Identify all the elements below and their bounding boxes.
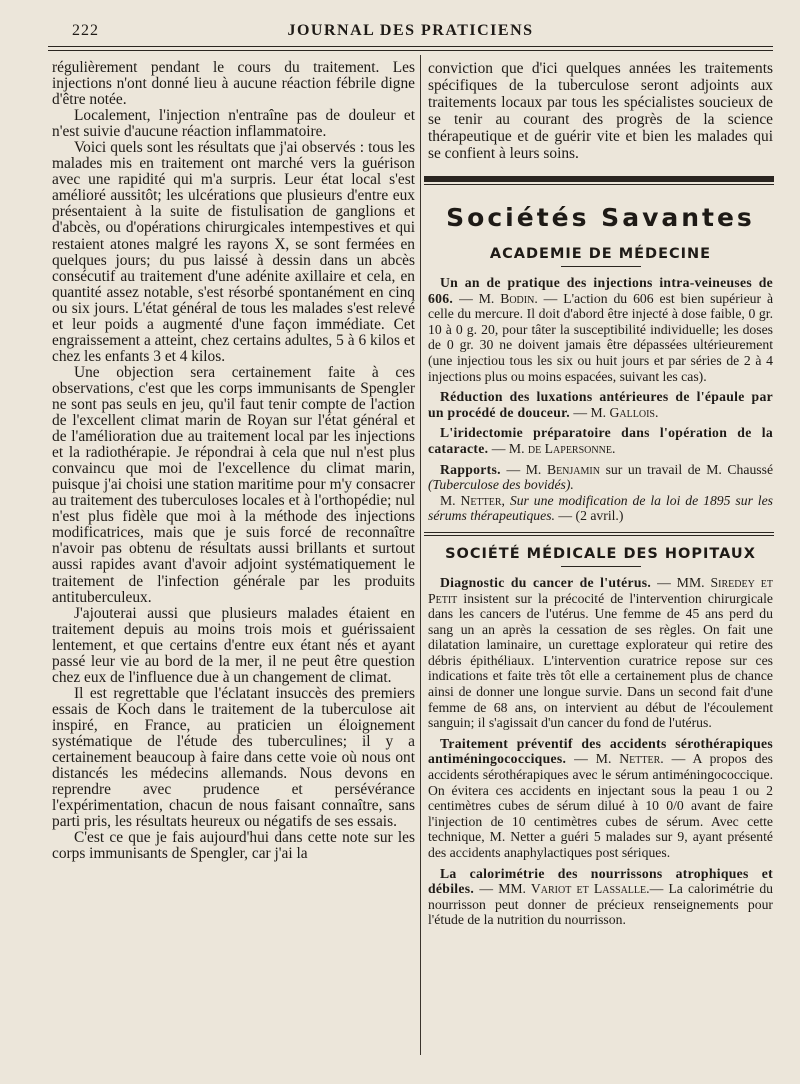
entry-date: (2 avril.) bbox=[575, 508, 624, 524]
entry-heading: Diagnostic du cancer de l'utérus. bbox=[440, 574, 652, 590]
left-column bbox=[52, 60, 415, 862]
entry-final: M. Netter, Sur une modification de la loi de 1895 sur les sérums thérapeutiques. — (2 avril.) bbox=[428, 492, 774, 524]
entry-heading: Un an de pratique des injections intra-veineuses de 606. bbox=[428, 275, 773, 306]
section-band-thin bbox=[424, 184, 774, 185]
paragraph: J'ajouterai aussi que plusieurs malades étaient en traitement depuis au moins trois mois et guérissaient lentement, et que certains d'entre eux étant nés et ayant passé leur vie au bord de la mer, il ne peut être question chez eux de l'influence due à un changement de climat. bbox=[52, 604, 415, 686]
entry-text: insistent sur la précocité de l'intervention chirurgicale dans les cancers de l'utérus. Une femme de 45 ans perd du sang un an après la cessation de ses règles. On fait une dilatation laminaire, un curettage explorateur qui retire des débris épithéliaux. L'intervention curatrice repose sur ces indications et faite très tôt elle a certainement plus de chance ainsi de donner une longue survie. Dans un second fait d'une femme de 68 ans, on intervient au début de l'écoulement sanguin; il s'agissait d'un cancer du fond de l'utérus. bbox=[428, 590, 774, 731]
academy-entries bbox=[428, 275, 773, 524]
page-number: 222 bbox=[72, 22, 99, 39]
journal-title: JOURNAL DES PRATICIENS bbox=[287, 22, 534, 39]
section-band bbox=[424, 176, 774, 182]
section-title: Sociétés Savantes bbox=[446, 203, 755, 232]
entry-italic: (Tuberculose des bovidés). bbox=[428, 477, 574, 493]
entry: L'iridectomie préparatoire dans l'opération de la cataracte. — M. de Lapersonne. bbox=[428, 425, 773, 456]
entry-author: M. Benjamin bbox=[525, 461, 600, 477]
entry-author: M. Bodin bbox=[478, 290, 535, 306]
academy-title: ACADEMIE DE MÉDECINE bbox=[489, 246, 712, 262]
entry-text: L'action du 606 est bien supérieur à celle du mercure. Il doit d'abord être injecté à dose faible, 0 gr. 10 à 0 g. 20, pour tâter la susceptibilité individuelle; les doses de 0 gr. 30 ne doivent jamais être dépassées ultérieurement (une injectiou tous les six ou huit jours et par séries de 2 à 4 injections plus ou moins espacées, suivant les cas). bbox=[428, 290, 774, 384]
section-rule-thin bbox=[424, 535, 774, 536]
title-underline bbox=[561, 566, 641, 567]
entry-heading: L'iridectomie préparatoire dans l'opération de la cataracte. bbox=[428, 425, 773, 456]
entry-text: A propos des accidents sérothérapiques avec le sérum antiméningococcique. On évitera ces accidents en injectant sous la peau 1 ou 2 centimètres cubes de sérum dilué à 10 0/0 avant de faire l'injection de 10 centimètres cubes de sérum. Avec cette technique, M. Netter a guéri 5 malades sur 9, ayant présenté des accidents anaphylactiques post sériques. bbox=[428, 751, 774, 860]
paragraph: Voici quels sont les résultats que j'ai observés : tous les malades mis en traitement ont marché vers la guérison avec une rapidité qui m'a surpris. Leur état local s'est amélioré aussitôt; les ulcérations que plusieurs d'entre eux présentaient à la suite de fistulisation de ganglions et d'abcès, ou d'opérations chirurgicales intempestives et qui restaient atones malgré les rayons X, se sont fermées en quelques jours; du pus laissé à dessin dans un abcès consécutif au traitement d'une adénite axillaire et cela, en quantité assez notable, s'est résorbé spontanément en cinq ou six jours. L'état général de tous les malades s'est relevé et leur poids a augmenté d'une façon immédiate. Cet engraissement a atteint, chez certains adultes, 5 à 6 kilos et chez les enfants 3 et 4 kilos. bbox=[52, 139, 415, 365]
section-rule bbox=[424, 532, 774, 533]
title-underline bbox=[561, 266, 641, 267]
entry-author: MM. Siredey et Petit bbox=[428, 574, 773, 606]
entry: Rapports. — M. Benjamin sur un travail de M. Chaussé (Tuberculose des bovidés). bbox=[428, 461, 774, 493]
entry-author: MM. Variot et Lassalle bbox=[498, 881, 647, 897]
right-column bbox=[428, 60, 773, 928]
paragraph: Il est regrettable que l'éclatant insuccès des premiers essais de Koch dans le traitement de la tuberculose ait inspiré, en France, au praticien un éloignement systématique de l'étude des tuberculines; il y a certainement beaucoup à faire dans cette voie où nous ont distancés les médecins allemands. Nous devons en reprendre avec prudence et persévérance l'expérimentation, chacun de nous faisant connaître, sans parti pris, les résultats heureux ou négatifs de ses essais. bbox=[52, 684, 415, 831]
paragraph: Localement, l'injection n'entraîne pas de douleur et n'est suivie d'aucune réaction inflammatoire. bbox=[52, 107, 415, 141]
paragraph: régulièrement pendant le cours du traitement. Les injections n'ont donné lieu à aucune réaction fébrile digne d'être notée. bbox=[52, 59, 415, 109]
paragraph: Une objection sera certainement faite à ces observations, c'est que les corps immunisants de Spengler ne sont pas seuls en jeu, qu'il faut tenir compte de l'action de l'excellent climat marin de Royan sur l'état général et de l'amélioration due au traitement local par les injections et la radiothérapie. Je répondrai à cela que nul n'est plus convaincu que moi de l'excellence du climat marin, puisque j'ai choisi une station maritime pour m'y consacrer au traitement des tuberculoses locales et à l'orthopédie; nul n'est plus fidèle que moi à la méthode des injections modificatrices, mais que je suis forcé de reconnaître n'avoir pas obtenu de résultats aussi brillants et surtout aussi rapides avant d'avoir adjoint systématiquement le traitement de l'infection générale par les produits antituberculeux. bbox=[52, 363, 415, 606]
entry-heading: Traitement préventif des accidents sérothérapiques antiméningococciques. bbox=[428, 735, 773, 767]
header-rule-thin bbox=[48, 50, 773, 51]
entry-author: M. Netter, bbox=[440, 492, 505, 508]
societe-entries bbox=[428, 575, 773, 928]
entry-author: M. Netter bbox=[595, 751, 661, 767]
entry-heading: Rapports. bbox=[440, 461, 501, 477]
societe-title: SOCIÉTÉ MÉDICALE DES HOPITAUX bbox=[445, 545, 756, 562]
entry-text: La calorimétrie du nourrisson peut donner de précieux renseignements pour l'étude de la nutrition du nourrisson. bbox=[428, 881, 774, 928]
entry-text: sur un travail de M. Chaussé bbox=[605, 461, 774, 477]
column-divider bbox=[420, 55, 421, 1055]
entry: La calorimétrie des nourrissons atrophiques et débiles. — MM. Variot et Lassalle.— La calorimétrie du nourrisson peut donner de précieux renseignements pour l'étude de la nutrition du nourrisson. bbox=[428, 865, 774, 928]
entry-heading: Réduction des luxations antérieures de l'épaule par un procédé de douceur. bbox=[428, 389, 773, 420]
entry: Un an de pratique des injections intra-veineuses de 606. — M. Bodin. — L'action du 606 est bien supérieur à celle du mercure. Il doit d'abord être injecté à dose faible, 0 gr. 10 à 0 g. 20, pour tâter la susceptibilité individuelle; les doses de 0 gr. 30 ne doivent jamais être dépassées ultérieurement (une injectiou tous les six ou huit jours et par séries de 2 à 4 injections plus ou moins espacées, suivant les cas). bbox=[428, 275, 774, 384]
entry-italic: Sur une modification de la loi de 1895 sur les sérums thérapeutiques. bbox=[428, 492, 774, 524]
entry-author: M. Gallois bbox=[590, 404, 655, 420]
page-header bbox=[48, 20, 773, 46]
entry: Réduction des luxations antérieures de l'épaule par un procédé de douceur. — M. Gallois. bbox=[428, 389, 773, 420]
intro-paragraph: conviction que d'ici quelques années les traitements spécifiques de la tuberculose seront adjoints aux traitements locaux par tous les spécialistes soucieux de se tenir au courant des progrès de la science thérapeutique et de guérir vite et bien les malades qui se confient à leurs soins. bbox=[428, 60, 773, 162]
entry-heading: La calorimétrie des nourrissons atrophiques et débiles. bbox=[428, 865, 773, 897]
entry: Diagnostic du cancer de l'utérus. — MM. Siredey et Petit insistent sur la précocité de l'intervention chirurgicale dans les cancers de l'utérus. Une femme de 45 ans perd du sang un an après la cessation de ses règles. On fait une dilatation laminaire, un curettage explorateur qui retire des débris épithéliaux. L'intervention curatrice repose sur ces indications et faite très tôt elle a certainement plus de chance ainsi de donner une longue survie. Dans un second fait d'une femme de 68 ans, on intervient au début de l'écoulement sanguin; il s'agissait d'un cancer du fond de l'utérus. bbox=[428, 574, 774, 731]
entry: Traitement préventif des accidents sérothérapiques antiméningococciques. — M. Netter. — A propos des accidents sérothérapiques avec le sérum antiméningococcique. On évitera ces accidents en injectant sous la peau 1 ou 2 centimètres cubes de sérum dilué à 10 0/0 avant de faire l'injection de 10 centimètres cubes de sérum. Avec cette technique, M. Netter a guéri 5 malades sur 9, ayant présenté des accidents anaphylactiques post sériques. bbox=[428, 735, 774, 860]
paragraph: C'est ce que je fais aujourd'hui dans cette note sur les corps immunisants de Spengler, car j'ai la bbox=[52, 829, 415, 863]
entry-author: M. de Lapersonne bbox=[508, 440, 612, 456]
header-rule bbox=[48, 46, 773, 47]
